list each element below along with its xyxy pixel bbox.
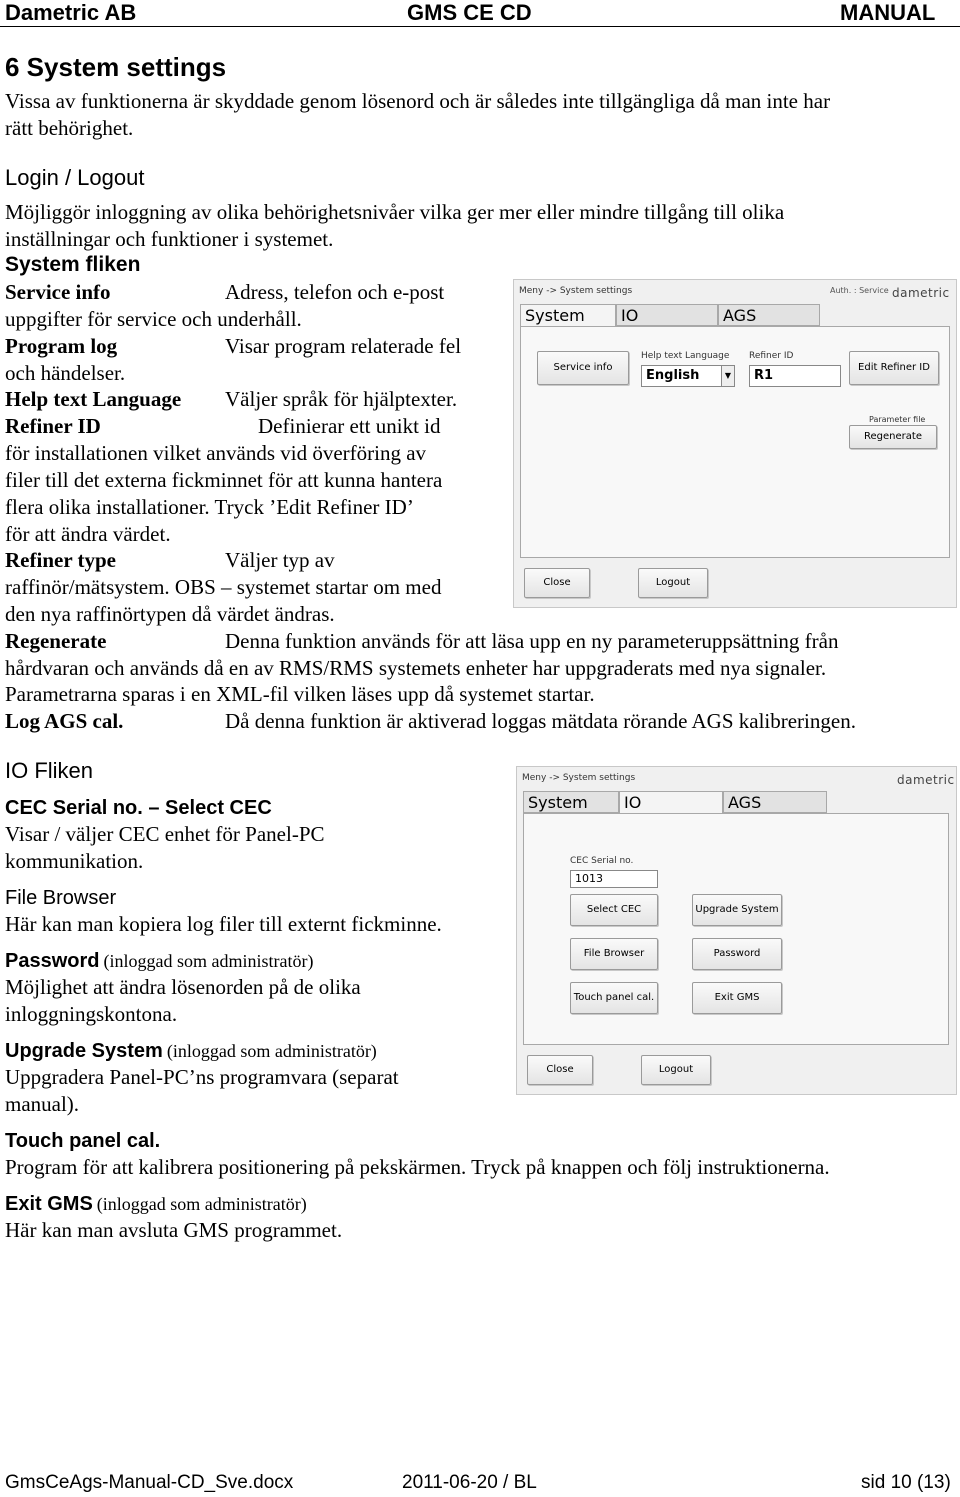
upgrade-system-button[interactable]: Upgrade System xyxy=(692,894,782,926)
touch-line-1: Program för att kalibrera positionering på pekskärmen. Tryck på knappen och följ instruktionerna. xyxy=(5,1155,830,1179)
system-settings-screenshot xyxy=(513,279,957,608)
edit-refiner-id-button[interactable]: Edit Refiner ID xyxy=(849,351,939,385)
language-select[interactable] xyxy=(641,365,735,387)
refiner-id-def: Definierar ett unikt id xyxy=(258,414,441,438)
tab-ags[interactable]: AGS xyxy=(718,304,820,326)
breadcrumb: Meny -> System settings xyxy=(519,286,633,296)
select-cec-button[interactable]: Select CEC xyxy=(570,894,658,926)
upgrade-note: (inloggad som administratör) xyxy=(166,1041,377,1061)
exit-title: Exit GMS xyxy=(5,1193,93,1215)
log-ags-def: Då denna funktion är aktiverad loggas mätdata rörande AGS kalibreringen. xyxy=(225,709,856,733)
cec-title: CEC Serial no. – Select CEC xyxy=(5,797,272,819)
regenerate-button[interactable]: Regenerate xyxy=(849,425,937,449)
refiner-id-cont-1: för installationen vilket används vid överföring av xyxy=(5,441,427,465)
program-log-term: Program log xyxy=(5,334,118,358)
language-value: English xyxy=(646,368,700,383)
file-browser-line-1: Här kan man kopiera log filer till externt fickminne. xyxy=(5,912,442,936)
help-text-def: Väljer språk för hjälptexter. xyxy=(225,387,458,411)
login-title: Login / Logout xyxy=(5,165,145,190)
help-text-language-label: Help text Language xyxy=(641,351,730,361)
footer-file: GmsCeAgs-Manual-CD_Sve.docx xyxy=(5,1472,294,1493)
brand-logo: dametric xyxy=(892,286,950,300)
io-tab-title: IO Fliken xyxy=(5,758,94,783)
tab-system[interactable]: System xyxy=(520,304,616,326)
help-text-term: Help text Language xyxy=(5,387,182,411)
regenerate-cont-2: Parametrarna sparas i en XML-fil vilken läses upp då systemet startar. xyxy=(5,682,595,706)
cec-serial-label: CEC Serial no. xyxy=(570,856,634,866)
parameter-file-label: Parameter file xyxy=(869,415,926,424)
cec-line-1: Visar / väljer CEC enhet för Panel-PC xyxy=(5,822,325,846)
file-browser-button[interactable]: File Browser xyxy=(570,938,658,970)
logout-button[interactable]: Logout xyxy=(641,1055,711,1085)
header-doctype: MANUAL xyxy=(840,0,936,25)
upgrade-line-2: manual). xyxy=(5,1092,80,1116)
tab-io[interactable]: IO xyxy=(616,304,718,326)
regenerate-term: Regenerate xyxy=(5,629,107,653)
service-info-button[interactable]: Service info xyxy=(537,351,629,385)
chevron-down-icon: ▼ xyxy=(721,366,734,386)
touch-title: Touch panel cal. xyxy=(5,1130,161,1152)
close-button[interactable]: Close xyxy=(524,568,590,598)
login-line-1: Möjliggör inloggning av olika behörighetsnivåer vilka ger mer eller mindre tillgång till olika xyxy=(5,200,785,224)
refiner-id-term: Refiner ID xyxy=(5,414,101,438)
close-button[interactable]: Close xyxy=(527,1055,593,1085)
refiner-id-cont-2: filer till det externa fickminnet för att kunna hantera xyxy=(5,468,443,492)
upgrade-title: Upgrade System xyxy=(5,1040,163,1062)
upgrade-line-1: Uppgradera Panel-PC’ns programvara (separat xyxy=(5,1065,399,1089)
refiner-type-cont-2: den nya raffinörtypen då värdet ändras. xyxy=(5,602,335,626)
password-button[interactable]: Password xyxy=(692,938,782,970)
exit-heading xyxy=(5,1192,307,1217)
refiner-id-field[interactable]: R1 xyxy=(749,365,841,387)
service-info-def: Adress, telefon och e-post xyxy=(225,280,445,304)
touch-panel-cal-button[interactable]: Touch panel cal. xyxy=(570,982,658,1014)
password-line-1: Möjlighet att ändra lösenorden på de olika xyxy=(5,975,361,999)
cec-line-2: kommunikation. xyxy=(5,849,144,873)
footer-date: 2011-06-20 / BL xyxy=(402,1472,537,1493)
tab-ags[interactable]: AGS xyxy=(723,791,827,813)
program-log-def: Visar program relaterade fel xyxy=(225,334,462,358)
refiner-type-def: Väljer typ av xyxy=(225,548,335,572)
password-title: Password xyxy=(5,950,100,972)
refiner-type-cont-1: raffinör/mätsystem. OBS – systemet startar om med xyxy=(5,575,442,599)
login-line-2: inställningar och funktioner i systemet. xyxy=(5,227,334,251)
logout-button[interactable]: Logout xyxy=(638,568,708,598)
tab-io[interactable]: IO xyxy=(619,791,723,813)
header-company: Dametric AB xyxy=(5,0,137,25)
regenerate-def: Denna funktion används för att läsa upp en ny parameteruppsättning från xyxy=(225,629,839,653)
exit-note: (inloggad som administratör) xyxy=(96,1194,307,1214)
exit-gms-button[interactable]: Exit GMS xyxy=(692,982,782,1014)
program-log-cont: och händelser. xyxy=(5,361,126,385)
refiner-id-cont-4: för att ändra värdet. xyxy=(5,522,171,546)
password-line-2: inloggningskontona. xyxy=(5,1002,178,1026)
log-ags-term: Log AGS cal. xyxy=(5,709,124,733)
regenerate-cont-1: hårdvaran och används då en av RMS/RMS systemets enheter har uppgraderats med nya signaler. xyxy=(5,656,827,680)
breadcrumb: Meny -> System settings xyxy=(522,773,636,783)
password-heading xyxy=(5,949,313,974)
password-note: (inloggad som administratör) xyxy=(103,951,314,971)
refiner-type-term: Refiner type xyxy=(5,548,116,572)
tab-panel xyxy=(520,326,950,558)
service-info-term: Service info xyxy=(5,280,111,304)
header-product: GMS CE CD xyxy=(407,0,532,25)
refiner-id-label: Refiner ID xyxy=(749,351,794,361)
tab-panel xyxy=(523,813,949,1045)
section-title: 6 System settings xyxy=(5,52,227,82)
footer-page: sid 10 (13) xyxy=(861,1472,951,1493)
exit-line-1: Här kan man avsluta GMS programmet. xyxy=(5,1218,343,1242)
tab-system[interactable]: System xyxy=(523,791,619,813)
brand-logo: dametric xyxy=(897,773,955,787)
page-header xyxy=(0,0,960,27)
auth-label: Auth. : Service xyxy=(830,286,889,295)
intro-line-2: rätt behörighet. xyxy=(5,116,134,140)
refiner-id-cont-3: flera olika installationer. Tryck ’Edit Refiner ID’ xyxy=(5,495,414,519)
file-browser-title: File Browser xyxy=(5,887,117,909)
intro-line-1: Vissa av funktionerna är skyddade genom lösenord och är således inte tillgängliga då man inte har xyxy=(5,89,831,113)
io-settings-screenshot xyxy=(516,766,957,1095)
cec-serial-field[interactable]: 1013 xyxy=(570,870,658,888)
upgrade-heading xyxy=(5,1039,377,1064)
service-info-cont: uppgifter för service och underhåll. xyxy=(5,307,302,331)
system-tab-title: System fliken xyxy=(5,253,141,276)
